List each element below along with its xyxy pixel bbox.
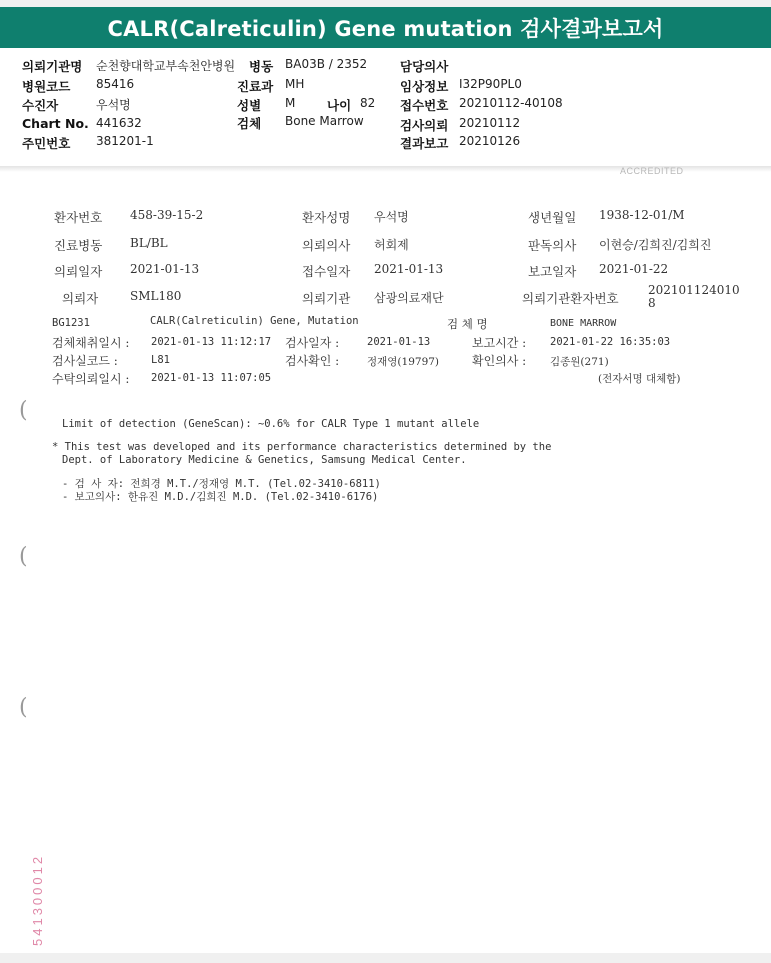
header-value-sex: M bbox=[285, 96, 296, 110]
test-confirm-value: 정재영(19797) bbox=[367, 356, 440, 368]
validation-note-line1: * This test was developed and its performance characteristics determined by the bbox=[52, 441, 552, 453]
test-date-label: 검사일자 : bbox=[285, 336, 340, 350]
specimen-name-value: BONE MARROW bbox=[550, 318, 617, 329]
collection-time-label: 검체채취일시 : bbox=[52, 336, 130, 350]
report-time-label: 보고시간 : bbox=[472, 336, 527, 350]
header-value-request-date: 20210112 bbox=[459, 116, 521, 130]
receipt-time-value: 2021-01-13 11:07:05 bbox=[151, 372, 272, 384]
header-label-institution: 의뢰기관명 bbox=[22, 59, 83, 74]
header-label-clinical-info: 임상정보 bbox=[400, 79, 449, 94]
request-date-label: 의뢰일자 bbox=[54, 264, 103, 279]
birthdate-label: 생년월일 bbox=[528, 210, 577, 225]
request-date-value: 2021-01-13 bbox=[130, 262, 200, 276]
lab-code-label: 검사실코드 : bbox=[52, 354, 118, 368]
referring-doctor-label: 의뢰의사 bbox=[302, 238, 351, 253]
header-label-chart-no: Chart No. bbox=[22, 116, 89, 131]
electronic-signature-note: (전자서명 대체함) bbox=[598, 373, 681, 385]
institution-patient-no-value: 202101124010 bbox=[648, 283, 740, 297]
limit-of-detection: Limit of detection (GeneScan): ~0.6% for CALR Type 1 mutant allele bbox=[62, 418, 480, 430]
header-value-ward: BA03B / 2352 bbox=[285, 57, 368, 71]
header-label-accession-no: 접수번호 bbox=[400, 98, 449, 113]
patient-name-label: 환자성명 bbox=[302, 210, 351, 225]
reporter-line: - 보고의사: 한유진 M.D./김희진 M.D. (Tel.02-3410-6176) bbox=[62, 491, 379, 503]
punch-hole-mark: ( bbox=[19, 398, 28, 423]
header-value-result-report: 20210126 bbox=[459, 134, 521, 148]
test-code: BG1231 bbox=[52, 317, 90, 329]
document-serial-stamp bbox=[30, 852, 60, 946]
confirm-doctor-label: 확인의사 : bbox=[472, 354, 527, 368]
header-label-department: 진료과 bbox=[237, 79, 274, 94]
receipt-date-label: 접수일자 bbox=[302, 264, 351, 279]
punch-hole-mark: ( bbox=[19, 695, 28, 720]
institution-patient-no-value-wrap: 8 bbox=[648, 296, 656, 310]
header-value-chart-no: 441632 bbox=[96, 116, 142, 130]
requester-label: 의뢰자 bbox=[62, 291, 99, 306]
collection-time-value: 2021-01-13 11:12:17 bbox=[151, 336, 272, 348]
report-title: CALR(Calreticulin) Gene mutation 검사결과보고서 bbox=[0, 7, 771, 48]
header-value-accession-no: 20210112-40108 bbox=[459, 96, 563, 110]
bottom-strip bbox=[0, 953, 771, 963]
header-value-department: MH bbox=[285, 77, 305, 91]
lab-code-value: L81 bbox=[151, 354, 170, 366]
requesting-institution-value: 삼광의료재단 bbox=[374, 291, 444, 305]
test-date-value: 2021-01-13 bbox=[367, 336, 431, 348]
header-label-physician: 담당의사 bbox=[400, 59, 449, 74]
validation-note-line2: Dept. of Laboratory Medicine & Genetics, Samsung Medical Center. bbox=[62, 454, 467, 466]
patient-name-value: 우석명 bbox=[374, 210, 409, 224]
birthdate-value: 1938-12-01/M bbox=[599, 208, 685, 222]
ward-value: BL/BL bbox=[130, 236, 168, 250]
report-header bbox=[0, 48, 771, 167]
receipt-date-value: 2021-01-13 bbox=[374, 262, 444, 276]
top-strip bbox=[0, 0, 771, 7]
specimen-name-label: 검 체 명 bbox=[447, 317, 488, 331]
report-time-value: 2021-01-22 16:35:03 bbox=[550, 336, 671, 348]
patient-id-label: 환자번호 bbox=[54, 210, 103, 225]
patient-id-value: 458-39-15-2 bbox=[130, 208, 204, 222]
requesting-institution-label: 의뢰기관 bbox=[302, 291, 351, 306]
accredited-mark: ACCREDITED bbox=[620, 166, 684, 176]
report-date-value: 2021-01-22 bbox=[599, 262, 669, 276]
header-label-hospital-code: 병원코드 bbox=[22, 79, 71, 94]
institution-patient-no-label: 의뢰기관환자번호 bbox=[522, 291, 619, 306]
punch-hole-mark: ( bbox=[19, 544, 28, 569]
header-label-age: 나이 bbox=[327, 98, 352, 113]
header-value-resident-no: 381201-1 bbox=[96, 134, 154, 148]
tester-line: - 검 사 자: 전희경 M.T./정재영 M.T. (Tel.02-3410-6811) bbox=[62, 478, 381, 490]
reading-doctor-value: 이현승/김희진/김희진 bbox=[599, 238, 712, 252]
test-confirm-label: 검사확인 : bbox=[285, 354, 340, 368]
header-value-clinical-info: I32P90PL0 bbox=[459, 77, 522, 91]
header-value-hospital-code: 85416 bbox=[96, 77, 135, 91]
header-label-result-report: 결과보고 bbox=[400, 136, 449, 151]
requester-value: SML180 bbox=[130, 289, 182, 303]
document-serial-number: 541300012 bbox=[30, 853, 45, 946]
ward-label: 진료병동 bbox=[54, 238, 103, 253]
header-label-resident-no: 주민번호 bbox=[22, 136, 71, 151]
report-date-label: 보고일자 bbox=[528, 264, 577, 279]
header-label-patient: 수진자 bbox=[22, 98, 59, 113]
header-value-specimen: Bone Marrow bbox=[285, 114, 364, 128]
header-value-institution: 순천향대학교부속천안병원 bbox=[96, 59, 236, 73]
header-value-patient: 우석명 bbox=[96, 98, 131, 112]
reading-doctor-label: 판독의사 bbox=[528, 238, 577, 253]
test-name: CALR(Calreticulin) Gene, Mutation bbox=[150, 315, 359, 327]
receipt-time-label: 수탁의뢰일시 : bbox=[52, 372, 130, 386]
header-label-specimen: 검체 bbox=[237, 116, 262, 131]
header-label-sex: 성별 bbox=[237, 98, 262, 113]
header-label-request-date: 검사의뢰 bbox=[400, 118, 449, 133]
confirm-doctor-value: 김종원(271) bbox=[550, 356, 609, 368]
header-label-ward: 병동 bbox=[249, 59, 274, 74]
referring-doctor-value: 허회제 bbox=[374, 238, 409, 252]
header-value-age: 82 bbox=[360, 96, 376, 110]
